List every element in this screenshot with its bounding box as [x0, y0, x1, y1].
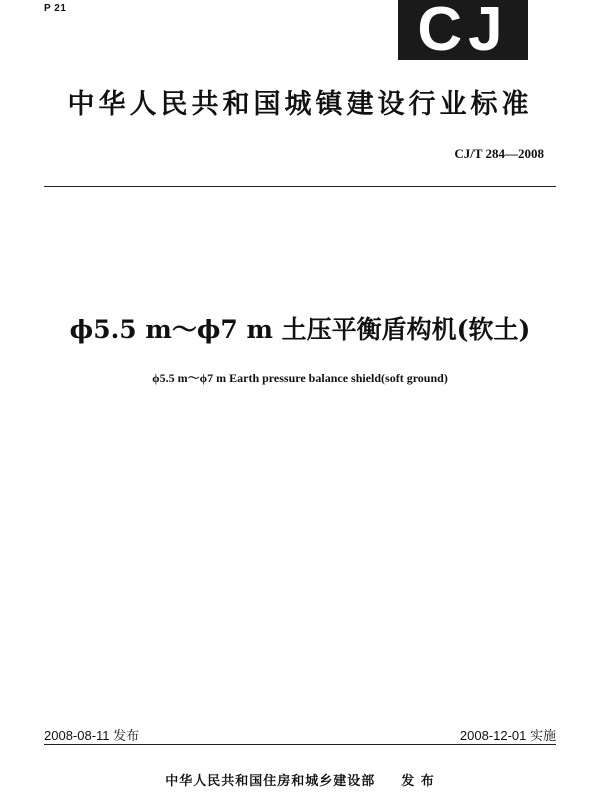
ics-code: P 21: [44, 3, 67, 14]
standard-number: CJ/T 284—2008: [454, 146, 544, 161]
publisher-line: [0, 770, 600, 789]
issue-date: 2008-08-11 发布: [44, 728, 140, 743]
publish-label: 发 布: [401, 774, 435, 789]
cj-logo: CJ: [398, 0, 528, 60]
top-divider: [44, 186, 556, 187]
bottom-divider: [44, 744, 556, 745]
publisher-name: 中华人民共和国住房和城乡建设部: [165, 774, 376, 789]
implementation-date: 2008-12-01 实施: [459, 728, 556, 743]
document-title-chinese: ϕ5.5 m～ϕ7 m 土压平衡盾构机(软土): [69, 315, 531, 344]
main-title: 中华人民共和国城镇建设行业标准: [67, 89, 533, 120]
document-title-english: ϕ5.5 m～ϕ7 m Earth pressure balance shield(soft ground): [152, 371, 448, 385]
